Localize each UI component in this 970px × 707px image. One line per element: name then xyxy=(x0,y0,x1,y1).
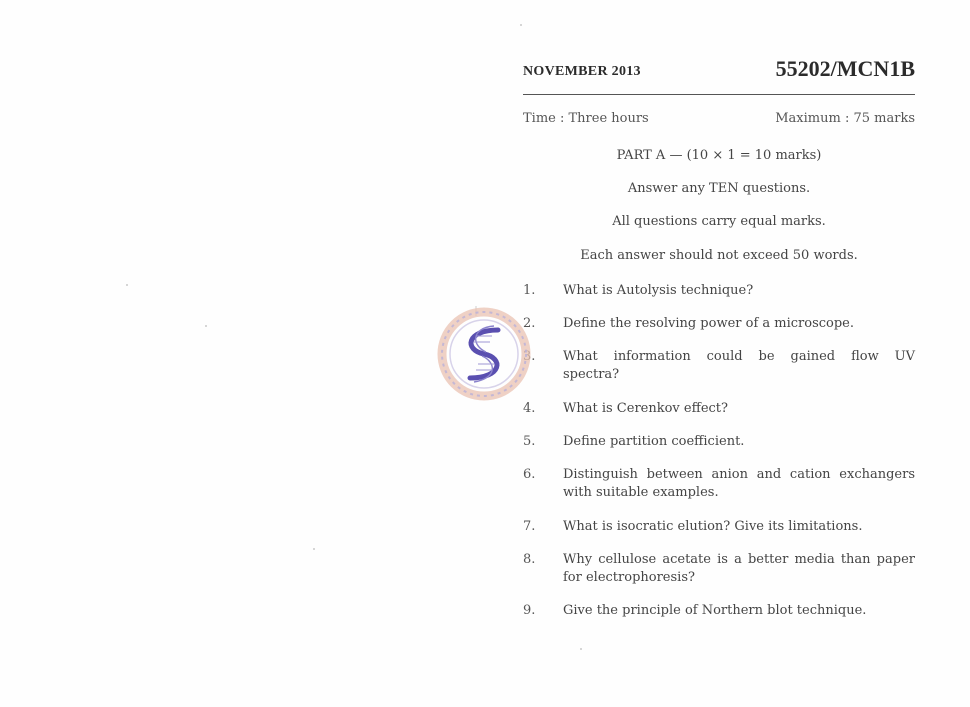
scan-speck xyxy=(580,648,582,650)
question-number: 9. xyxy=(523,603,536,618)
instruction-word-limit: Each answer should not exceed 50 words. xyxy=(580,248,858,263)
question-text: What is isocratic elution? Give its limitations. xyxy=(563,519,863,534)
question-text: Distinguish between anion and cation exchangers with suitable examples. xyxy=(563,467,915,500)
question-text: Define partition coefficient. xyxy=(563,434,745,449)
question-item xyxy=(523,518,915,536)
dna-seal-icon xyxy=(436,306,532,402)
question-item xyxy=(523,400,915,418)
scan-speck xyxy=(520,24,522,26)
scan-speck xyxy=(205,325,207,327)
question-item xyxy=(523,348,915,384)
question-number: 6. xyxy=(523,467,536,482)
question-number: 4. xyxy=(523,401,536,416)
header-divider xyxy=(523,94,915,95)
question-text: Give the principle of Northern blot technique. xyxy=(563,603,867,618)
question-item xyxy=(523,466,915,502)
scan-speck xyxy=(126,284,128,286)
question-text: Define the resolving power of a microscope. xyxy=(563,316,855,331)
question-text: Why cellulose acetate is a better media than paper for electrophoresis? xyxy=(563,552,915,585)
question-item xyxy=(523,602,915,620)
question-text: What is Cerenkov effect? xyxy=(563,401,729,416)
question-item xyxy=(523,433,915,451)
question-item xyxy=(523,551,915,587)
exam-header xyxy=(523,56,915,86)
part-title: PART A — (10 × 1 = 10 marks) xyxy=(616,148,822,163)
question-number: 7. xyxy=(523,519,536,534)
question-number: 1. xyxy=(523,283,536,298)
question-number: 8. xyxy=(523,552,536,567)
instruction-equal-marks: All questions carry equal marks. xyxy=(612,214,826,229)
instruction-answer-any: Answer any TEN questions. xyxy=(627,181,811,196)
question-item xyxy=(523,282,915,300)
maximum-marks: Maximum : 75 marks xyxy=(775,111,915,126)
question-text: What information could be gained flow UV spectra? xyxy=(563,349,915,382)
exam-duration: Time : Three hours xyxy=(523,111,649,126)
scan-speck xyxy=(313,548,315,550)
question-number: 2. xyxy=(523,316,536,331)
question-number: 5. xyxy=(523,434,536,449)
paper-code: 55202/MCN1B xyxy=(775,56,915,81)
question-item xyxy=(523,315,915,333)
question-number: 3. xyxy=(523,349,536,364)
exam-month: NOVEMBER 2013 xyxy=(523,64,641,79)
question-text: What is Autolysis technique? xyxy=(563,283,754,298)
